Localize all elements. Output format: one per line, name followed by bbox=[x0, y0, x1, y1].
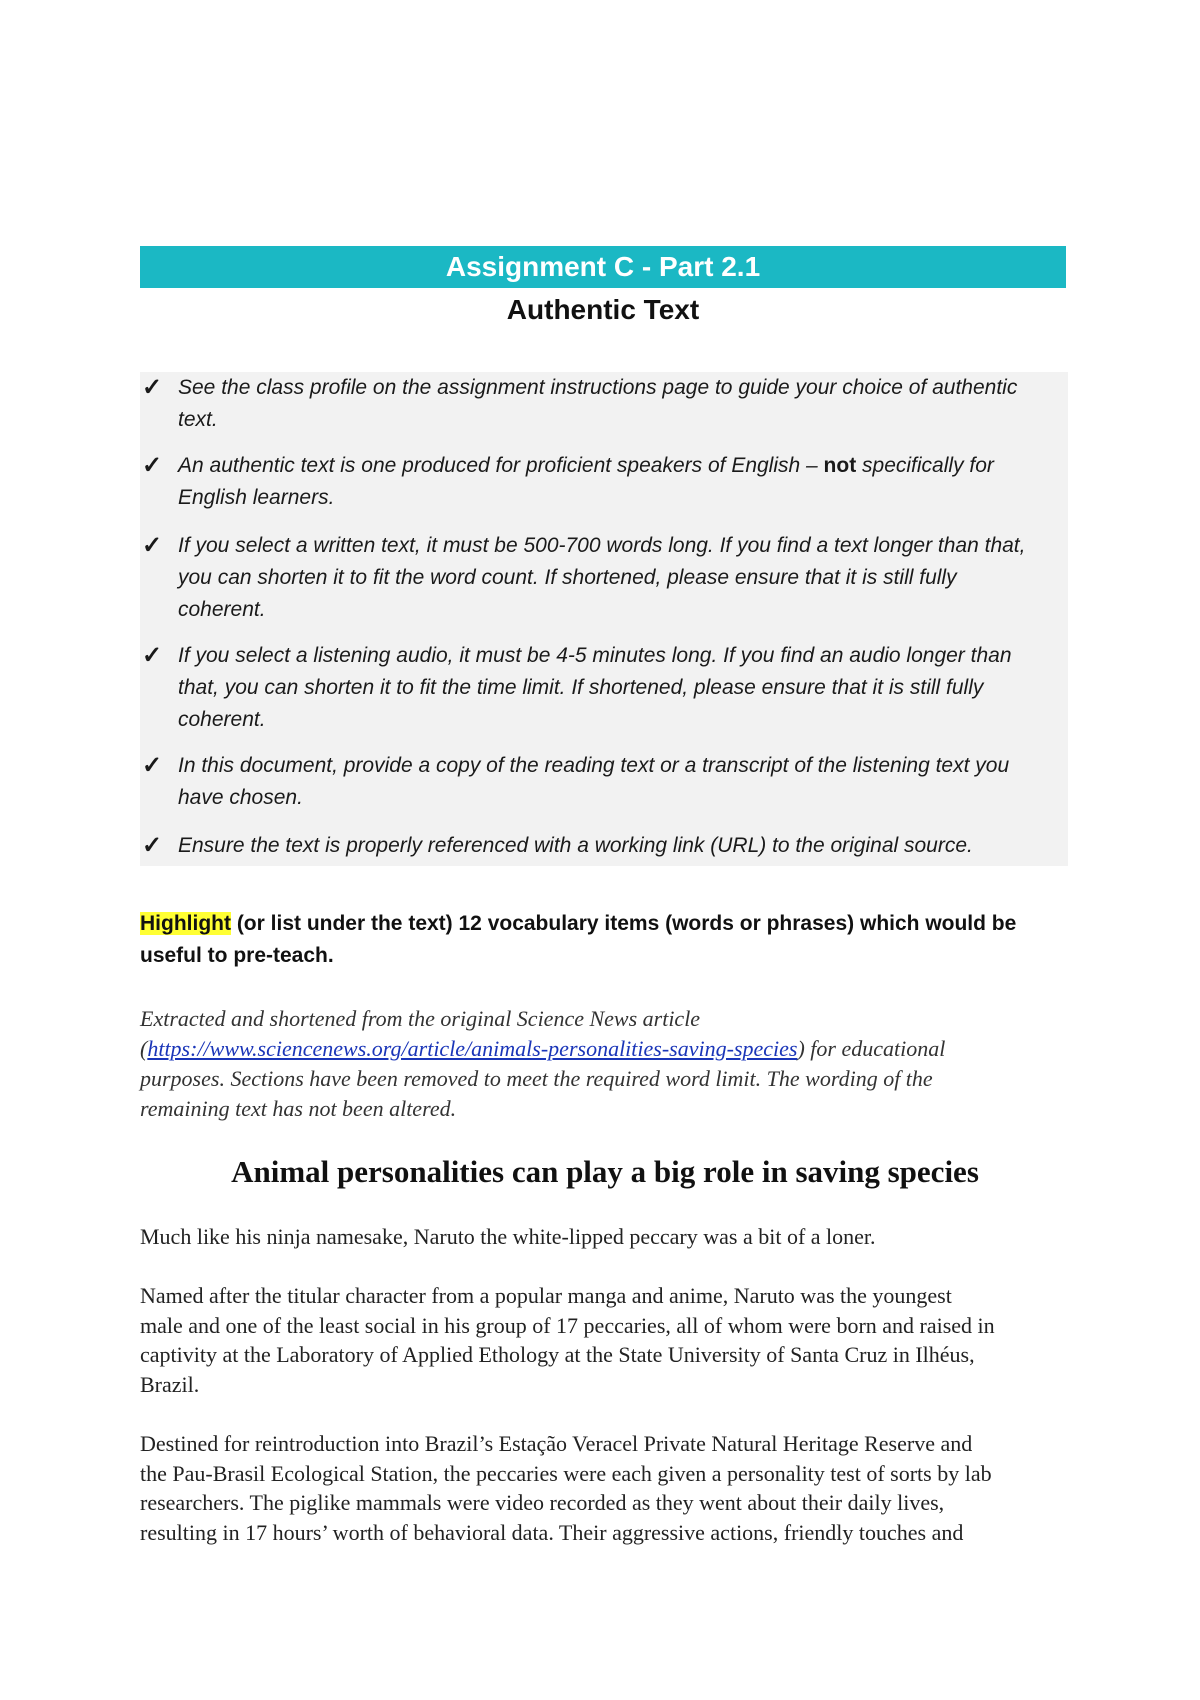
source-attribution: Extracted and shortened from the original Science News article (https://www.sciencenews.org/article/animals-personalities-saving-species) for educational purposes. Sections have been removed to meet the required word limit. The wording of the remaining text has not been altered. bbox=[140, 1006, 946, 1121]
checkmark-icon: ✓ bbox=[142, 752, 163, 779]
checklist-item-text: If you select a written text, it must be 500-700 words long. If you find a text longer than that, you can shorten it to fit the word count. If shortened, please ensure that it is still fully coherent. bbox=[178, 534, 1026, 621]
assignment-banner bbox=[140, 246, 1066, 288]
checklist-item-text: See the class profile on the assignment instructions page to guide your choice of authentic text. bbox=[178, 376, 1018, 431]
checklist-item-text: Ensure the text is properly referenced with a working link (URL) to the original source. bbox=[178, 834, 973, 857]
article-paragraph-1: Much like his ninja namesake, Naruto the white-lipped peccary was a bit of a loner. bbox=[140, 1224, 876, 1249]
checkmark-icon: ✓ bbox=[142, 532, 163, 559]
checkmark-icon: ✓ bbox=[142, 832, 163, 859]
checkmark-icon: ✓ bbox=[142, 642, 163, 669]
article-paragraph-2: Named after the titular character from a popular manga and anime, Naruto was the youngest male and one of the least social in his group of 17 peccaries, all of whom were born and raised in captivity at the Laboratory of Applied Ethology at the State University of Santa Cruz in Ilhéus, Brazil. bbox=[140, 1283, 995, 1397]
article-paragraph-3: Destined for reintroduction into Brazil’s Estação Veracel Private Natural Heritage Reserve and the Pau-Brasil Ecological Station, the peccaries were each given a personality test of sorts by lab researchers. The piglike mammals were video recorded as they went about their daily lives, resulting in 17 hours’ worth of behavioral data. Their aggressive actions, friendly touches and bbox=[140, 1431, 992, 1545]
instructions-checklist bbox=[140, 372, 1068, 866]
checklist-item-text: An authentic text is one produced for proficient speakers of English – not specifically for English learners. bbox=[178, 454, 994, 509]
source-link[interactable]: https://www.sciencenews.org/article/animals-personalities-saving-species bbox=[147, 1036, 798, 1061]
checklist-item-text: In this document, provide a copy of the reading text or a transcript of the listening text you have chosen. bbox=[178, 754, 1010, 809]
vocabulary-instruction: Highlight (or list under the text) 12 vocabulary items (words or phrases) which would be useful to pre-teach. bbox=[140, 912, 1017, 967]
highlight-word: Highlight bbox=[140, 912, 231, 935]
article-title: Animal personalities can play a big role in saving species bbox=[231, 1154, 979, 1189]
banner-title: Assignment C - Part 2.1 bbox=[445, 251, 761, 282]
checklist-item-text: If you select a listening audio, it must be 4-5 minutes long. If you find an audio longer than that, you can shorten it to fit the time limit. If shortened, please ensure that it is still fully coherent. bbox=[178, 644, 1012, 731]
checkmark-icon: ✓ bbox=[142, 452, 163, 479]
checkmark-icon: ✓ bbox=[142, 374, 163, 401]
page-subtitle: Authentic Text bbox=[506, 294, 700, 325]
